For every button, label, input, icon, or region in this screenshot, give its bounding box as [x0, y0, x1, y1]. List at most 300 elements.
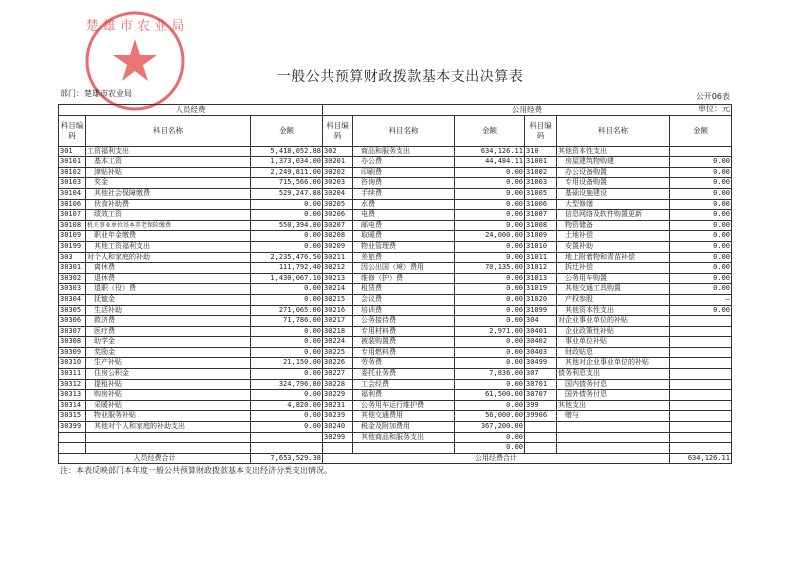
table-row — [59, 231, 732, 242]
table-row — [59, 252, 732, 263]
personnel-code: 30106 — [59, 199, 86, 210]
capital-code: 31020 — [525, 294, 557, 305]
public-item-name: 办公费 — [353, 157, 455, 168]
public-amount: 0.00 — [455, 443, 525, 454]
capital-code: 31006 — [525, 199, 557, 210]
personnel-item-name: 绩效工资 — [86, 210, 251, 221]
public-amount: 2,971.00 — [455, 326, 525, 337]
personnel-code: 30101 — [59, 157, 86, 168]
public-amount: 0.00 — [455, 432, 525, 443]
public-amount: 0.00 — [455, 167, 525, 178]
personnel-item-name: 职业年金缴费 — [86, 231, 251, 242]
public-code: 30207 — [323, 220, 353, 231]
public-item-name: 印刷费 — [353, 167, 455, 178]
table-row — [59, 432, 732, 443]
capital-code: 304 — [525, 316, 557, 327]
capital-item-name: 房屋建筑物购建 — [557, 157, 670, 168]
public-code: 30228 — [323, 379, 353, 390]
capital-amount — [670, 432, 732, 443]
capital-code: 31001 — [525, 157, 557, 168]
public-amount: 24,000.00 — [455, 231, 525, 242]
public-code: 30240 — [323, 422, 353, 433]
personnel-item-name: 物业服务补贴 — [86, 411, 251, 422]
public-code: 30216 — [323, 305, 353, 316]
table-row — [59, 167, 732, 178]
public-code: 30213 — [323, 273, 353, 284]
personnel-item-name: 其他社会保障缴费 — [86, 188, 251, 199]
capital-amount: 0.00 — [670, 284, 732, 295]
personnel-amount: 5,418,052.88 — [251, 146, 323, 157]
table-row — [59, 369, 732, 380]
personnel-item-name: 住房公积金 — [86, 369, 251, 380]
public-code: 30215 — [323, 294, 353, 305]
public-amount: 0.00 — [455, 210, 525, 221]
personnel-amount: 0.00 — [251, 337, 323, 348]
public-item-name: 其他交通费用 — [353, 411, 455, 422]
personnel-code: 30314 — [59, 400, 86, 411]
public-item-name: 差旅费 — [353, 252, 455, 263]
capital-item-name: 办公设备购置 — [557, 167, 670, 178]
public-amount: 7,836.00 — [455, 369, 525, 380]
personnel-amount — [251, 432, 323, 443]
capital-amount: 0.00 — [670, 199, 732, 210]
personnel-item-name — [86, 443, 251, 454]
personnel-amount: 0.00 — [251, 284, 323, 295]
personnel-code: 30307 — [59, 326, 86, 337]
personnel-amount: 0.00 — [251, 294, 323, 305]
personnel-total-amount: 7,653,529.38 — [251, 453, 323, 464]
public-item-name: 委托业务费 — [353, 369, 455, 380]
personnel-item-name: 退职（役）费 — [86, 284, 251, 295]
capital-code: 31099 — [525, 305, 557, 316]
personnel-item-name: 退休费 — [86, 273, 251, 284]
personnel-amount: 0.00 — [251, 199, 323, 210]
personnel-item-name: 奖金 — [86, 178, 251, 189]
public-amount: 56,000.00 — [455, 411, 525, 422]
public-total-amount: 634,126.11 — [670, 453, 732, 464]
personnel-amount — [251, 443, 323, 454]
capital-amount — [670, 347, 732, 358]
table-row — [59, 199, 732, 210]
public-code: 30224 — [323, 337, 353, 348]
capital-item-name: 企业政策性补贴 — [557, 326, 670, 337]
personnel-amount: 0.00 — [251, 369, 323, 380]
public-item-name: 商品和服务支出 — [353, 146, 455, 157]
capital-amount: 0.00 — [670, 188, 732, 199]
personnel-item-name: 其他工资福利支出 — [86, 241, 251, 252]
personnel-amount: 0.00 — [251, 347, 323, 358]
personnel-item-name: 提租补贴 — [86, 379, 251, 390]
public-code: 30217 — [323, 316, 353, 327]
page-title: 一般公共预算财政拨款基本支出决算表 — [276, 69, 524, 85]
capital-item-name — [557, 443, 670, 454]
capital-code: 31009 — [525, 231, 557, 242]
public-amount: 0.00 — [455, 337, 525, 348]
public-amount: 0.00 — [455, 284, 525, 295]
public-code: 302 — [323, 146, 353, 157]
public-total-label: 公用经费合计 — [323, 453, 670, 464]
personnel-code: 30305 — [59, 305, 86, 316]
capital-code: 31008 — [525, 220, 557, 231]
capital-amount — [670, 422, 732, 433]
capital-amount — [670, 411, 732, 422]
public-amount: 0.00 — [455, 316, 525, 327]
capital-amount — [670, 390, 732, 401]
personnel-code — [59, 443, 86, 454]
personnel-amount: 0.00 — [251, 422, 323, 433]
public-item-name: 会议费 — [353, 294, 455, 305]
svg-text:楚 雄 市 农 业 局: 楚 雄 市 农 业 局 — [85, 19, 185, 34]
table-row — [59, 178, 732, 189]
capital-item-name — [557, 432, 670, 443]
public-code: 30231 — [323, 400, 353, 411]
personnel-item-name: 对个人和家庭的补助 — [86, 252, 251, 263]
official-seal — [80, 6, 190, 116]
public-code: 30212 — [323, 263, 353, 274]
capital-amount — [670, 326, 732, 337]
personnel-amount: 0.00 — [251, 326, 323, 337]
public-item-name: 水费 — [353, 199, 455, 210]
personnel-amount: 21,150.00 — [251, 358, 323, 369]
public-code: 30218 — [323, 326, 353, 337]
capital-item-name: 土地补偿 — [557, 231, 670, 242]
public-amount: 70,135.00 — [455, 263, 525, 274]
public-amount: 0.00 — [455, 294, 525, 305]
capital-code: 399 — [525, 400, 557, 411]
personnel-amount: 529,247.88 — [251, 188, 323, 199]
capital-amount — [670, 146, 732, 157]
personnel-amount: 0.00 — [251, 390, 323, 401]
public-item-name: 培训费 — [353, 305, 455, 316]
personnel-code: 30107 — [59, 210, 86, 221]
personnel-item-name — [86, 432, 251, 443]
personnel-code: 303 — [59, 252, 86, 263]
personnel-code — [59, 432, 86, 443]
capital-code: 31007 — [525, 210, 557, 221]
personnel-item-name: 抚恤金 — [86, 294, 251, 305]
personnel-amount: 111,792.40 — [251, 263, 323, 274]
amount-header: 金额 — [251, 115, 323, 146]
personnel-amount: 0.00 — [251, 210, 323, 221]
personnel-code: 30309 — [59, 347, 86, 358]
public-item-name: 租赁费 — [353, 284, 455, 295]
personnel-code: 30301 — [59, 263, 86, 274]
form-number: 公开06表 — [695, 92, 730, 101]
public-code: 30225 — [323, 347, 353, 358]
capital-item-name: 国外债务付息 — [557, 390, 670, 401]
capital-code: 30403 — [525, 347, 557, 358]
capital-amount: 0.00 — [670, 263, 732, 274]
table-row — [59, 273, 732, 284]
capital-amount — [670, 400, 732, 411]
capital-code: 31010 — [525, 241, 557, 252]
table-row — [59, 146, 732, 157]
capital-code: 307 — [525, 369, 557, 380]
public-item-name: 工会经费 — [353, 379, 455, 390]
capital-item-name: 赠与 — [557, 411, 670, 422]
personnel-amount: 4,820.00 — [251, 400, 323, 411]
personnel-code: 30312 — [59, 379, 86, 390]
public-amount: 0.00 — [455, 400, 525, 411]
capital-item-name: 安置补助 — [557, 241, 670, 252]
public-item-name: 电费 — [353, 210, 455, 221]
public-item-name: 咨询费 — [353, 178, 455, 189]
public-code: 30211 — [323, 252, 353, 263]
public-item-name: 其他商品和服务支出 — [353, 432, 455, 443]
capital-item-name: 国内债务付息 — [557, 379, 670, 390]
personnel-item-name: 生活补助 — [86, 305, 251, 316]
table-row — [59, 284, 732, 295]
table-row — [59, 379, 732, 390]
capital-item-name: 对企业事业单位的补贴 — [557, 316, 670, 327]
table-row — [59, 188, 732, 199]
capital-item-name: 财政贴息 — [557, 347, 670, 358]
capital-item-name: 地上附着物和青苗补偿 — [557, 252, 670, 263]
capital-amount: 0.00 — [670, 178, 732, 189]
code-header: 科目编码 — [323, 115, 353, 146]
personnel-code: 30399 — [59, 422, 86, 433]
public-amount: 0.00 — [455, 379, 525, 390]
personnel-code: 30311 — [59, 369, 86, 380]
capital-code: 30707 — [525, 390, 557, 401]
capital-amount — [670, 316, 732, 327]
personnel-code: 301 — [59, 146, 86, 157]
personnel-amount: 324,796.00 — [251, 379, 323, 390]
capital-item-name: 事业单位补贴 — [557, 337, 670, 348]
personnel-item-name: 助学金 — [86, 337, 251, 348]
capital-code: 39906 — [525, 411, 557, 422]
personnel-code: 30102 — [59, 167, 86, 178]
table-row — [59, 157, 732, 168]
public-item-name: 公务接待费 — [353, 316, 455, 327]
capital-item-name: 专用设备购置 — [557, 178, 670, 189]
personnel-amount: 715,566.00 — [251, 178, 323, 189]
public-code: 30206 — [323, 210, 353, 221]
public-item-name: 专用燃料费 — [353, 347, 455, 358]
capital-code: 31002 — [525, 167, 557, 178]
capital-item-name: 公务用车购置 — [557, 273, 670, 284]
capital-amount: 0.00 — [670, 157, 732, 168]
public-amount: 0.00 — [455, 347, 525, 358]
capital-code: 31013 — [525, 273, 557, 284]
expenditure-table — [58, 104, 732, 464]
personnel-code: 30310 — [59, 358, 86, 369]
personnel-code: 30103 — [59, 178, 86, 189]
personnel-amount: 271,065.00 — [251, 305, 323, 316]
public-item-name: 维修（护）费 — [353, 273, 455, 284]
capital-amount: 0.00 — [670, 231, 732, 242]
table-row — [59, 443, 732, 454]
table-row — [59, 422, 732, 433]
public-code: 30204 — [323, 188, 353, 199]
public-item-name: 专用材料费 — [353, 326, 455, 337]
personnel-code: 30199 — [59, 241, 86, 252]
personnel-code: 30308 — [59, 337, 86, 348]
capital-amount: — — [670, 294, 732, 305]
table-row — [59, 337, 732, 348]
capital-amount: 0.00 — [670, 252, 732, 263]
capital-item-name: 其他资本性支出 — [557, 305, 670, 316]
personnel-amount: 550,394.00 — [251, 220, 323, 231]
capital-code — [525, 422, 557, 433]
public-code: 30299 — [323, 432, 353, 443]
public-code: 30226 — [323, 358, 353, 369]
public-code: 30202 — [323, 167, 353, 178]
public-item-name: 物业管理费 — [353, 241, 455, 252]
capital-amount: 0.00 — [670, 241, 732, 252]
capital-amount — [670, 358, 732, 369]
personnel-header: 人员经费 — [59, 105, 323, 116]
public-amount: 0.00 — [455, 305, 525, 316]
public-item-name: 手续费 — [353, 188, 455, 199]
name-header: 科目名称 — [557, 115, 670, 146]
capital-code: 31012 — [525, 263, 557, 274]
personnel-item-name: 机关事业单位基本养老保险缴费 — [86, 220, 251, 231]
capital-item-name: 其他支出 — [557, 400, 670, 411]
public-header: 公用经费 — [323, 105, 732, 116]
public-code: 30208 — [323, 231, 353, 242]
capital-item-name: 产权参股 — [557, 294, 670, 305]
personnel-code: 30104 — [59, 188, 86, 199]
capital-item-name: 拆迁补偿 — [557, 263, 670, 274]
personnel-item-name: 津贴补贴 — [86, 167, 251, 178]
department-label: 部门：楚雄市农业局 — [60, 89, 132, 98]
capital-amount: 0.00 — [670, 167, 732, 178]
public-amount: 0.00 — [455, 220, 525, 231]
personnel-item-name: 救济费 — [86, 316, 251, 327]
public-item-name: 福利费 — [353, 390, 455, 401]
personnel-code: 30108 — [59, 220, 86, 231]
personnel-code: 30313 — [59, 390, 86, 401]
capital-item-name: 物资储备 — [557, 220, 670, 231]
table-row — [59, 347, 732, 358]
public-item-name — [353, 443, 455, 454]
public-code: 30203 — [323, 178, 353, 189]
table-row — [59, 305, 732, 316]
capital-code: 310 — [525, 146, 557, 157]
footnote: 注：本表反映部门本年度一般公共预算财政拨款基本支出经济分类支出情况。 — [60, 466, 332, 475]
capital-amount — [670, 369, 732, 380]
capital-item-name: 其他资本性支出 — [557, 146, 670, 157]
amount-header: 金额 — [455, 115, 525, 146]
capital-code — [525, 432, 557, 443]
capital-amount — [670, 443, 732, 454]
public-code: 30227 — [323, 369, 353, 380]
personnel-amount: 0.00 — [251, 241, 323, 252]
capital-amount: 0.00 — [670, 273, 732, 284]
personnel-amount: 2,235,476.50 — [251, 252, 323, 263]
table-row — [59, 411, 732, 422]
personnel-item-name: 购房补贴 — [86, 390, 251, 401]
name-header: 科目名称 — [86, 115, 251, 146]
table-row — [59, 241, 732, 252]
table-body — [59, 146, 732, 453]
table-row — [59, 263, 732, 274]
capital-item-name: 大型修缮 — [557, 199, 670, 210]
personnel-item-name: 基本工资 — [86, 157, 251, 168]
capital-code: 30499 — [525, 358, 557, 369]
public-code: 30239 — [323, 411, 353, 422]
capital-code: 30701 — [525, 379, 557, 390]
capital-code: 30402 — [525, 337, 557, 348]
personnel-code: 30306 — [59, 316, 86, 327]
public-amount: 0.00 — [455, 178, 525, 189]
capital-amount — [670, 337, 732, 348]
public-code: 30209 — [323, 241, 353, 252]
public-amount: 44,484.11 — [455, 157, 525, 168]
personnel-total-label: 人员经费合计 — [59, 453, 251, 464]
personnel-code: 30315 — [59, 411, 86, 422]
personnel-code: 30304 — [59, 294, 86, 305]
capital-code: 31003 — [525, 178, 557, 189]
public-code: 30214 — [323, 284, 353, 295]
personnel-item-name: 伙食补助费 — [86, 199, 251, 210]
public-amount: 0.00 — [455, 241, 525, 252]
personnel-code: 30302 — [59, 273, 86, 284]
personnel-amount: 71,786.00 — [251, 316, 323, 327]
capital-code: 31019 — [525, 284, 557, 295]
capital-code: 31011 — [525, 252, 557, 263]
public-item-name: 因公出国（境）费用 — [353, 263, 455, 274]
capital-item-name — [557, 422, 670, 433]
public-item-name: 公务用车运行维护费 — [353, 400, 455, 411]
public-item-name: 取暖费 — [353, 231, 455, 242]
personnel-item-name: 采暖补贴 — [86, 400, 251, 411]
table-row — [59, 220, 732, 231]
table-row — [59, 294, 732, 305]
code-header: 科目编码 — [525, 115, 557, 146]
capital-code: 31005 — [525, 188, 557, 199]
amount-header: 金额 — [670, 115, 732, 146]
public-amount: 0.00 — [455, 358, 525, 369]
name-header: 科目名称 — [353, 115, 455, 146]
public-item-name: 被装购置费 — [353, 337, 455, 348]
public-amount: 0.00 — [455, 273, 525, 284]
public-code — [323, 443, 353, 454]
public-code: 30229 — [323, 390, 353, 401]
capital-item-name: 其他对企业事业单位的补贴 — [557, 358, 670, 369]
table-row — [59, 390, 732, 401]
personnel-item-name: 离休费 — [86, 263, 251, 274]
capital-item-name: 其他交通工具购置 — [557, 284, 670, 295]
personnel-amount: 2,249,811.00 — [251, 167, 323, 178]
capital-item-name: 信息网络及软件购置更新 — [557, 210, 670, 221]
table-row — [59, 358, 732, 369]
public-amount: 0.00 — [455, 199, 525, 210]
public-code: 30201 — [323, 157, 353, 168]
code-header: 科目编码 — [59, 115, 86, 146]
public-amount: 0.00 — [455, 252, 525, 263]
public-item-name: 邮电费 — [353, 220, 455, 231]
table-row — [59, 326, 732, 337]
personnel-amount: 1,430,067.10 — [251, 273, 323, 284]
personnel-amount: 0.00 — [251, 411, 323, 422]
capital-code — [525, 443, 557, 454]
public-item-name: 税金及附加费用 — [353, 422, 455, 433]
personnel-amount: 1,373,034.00 — [251, 157, 323, 168]
unit-label: 单位：元 — [698, 104, 730, 113]
table-row — [59, 316, 732, 327]
personnel-item-name: 生产补贴 — [86, 358, 251, 369]
personnel-code: 30109 — [59, 231, 86, 242]
table-row — [59, 210, 732, 221]
public-amount: 367,200.00 — [455, 422, 525, 433]
capital-item-name: 债务利息支出 — [557, 369, 670, 380]
personnel-item-name: 其他对个人和家庭的补助支出 — [86, 422, 251, 433]
table-row — [59, 400, 732, 411]
public-amount: 634,126.11 — [455, 146, 525, 157]
capital-amount — [670, 379, 732, 390]
